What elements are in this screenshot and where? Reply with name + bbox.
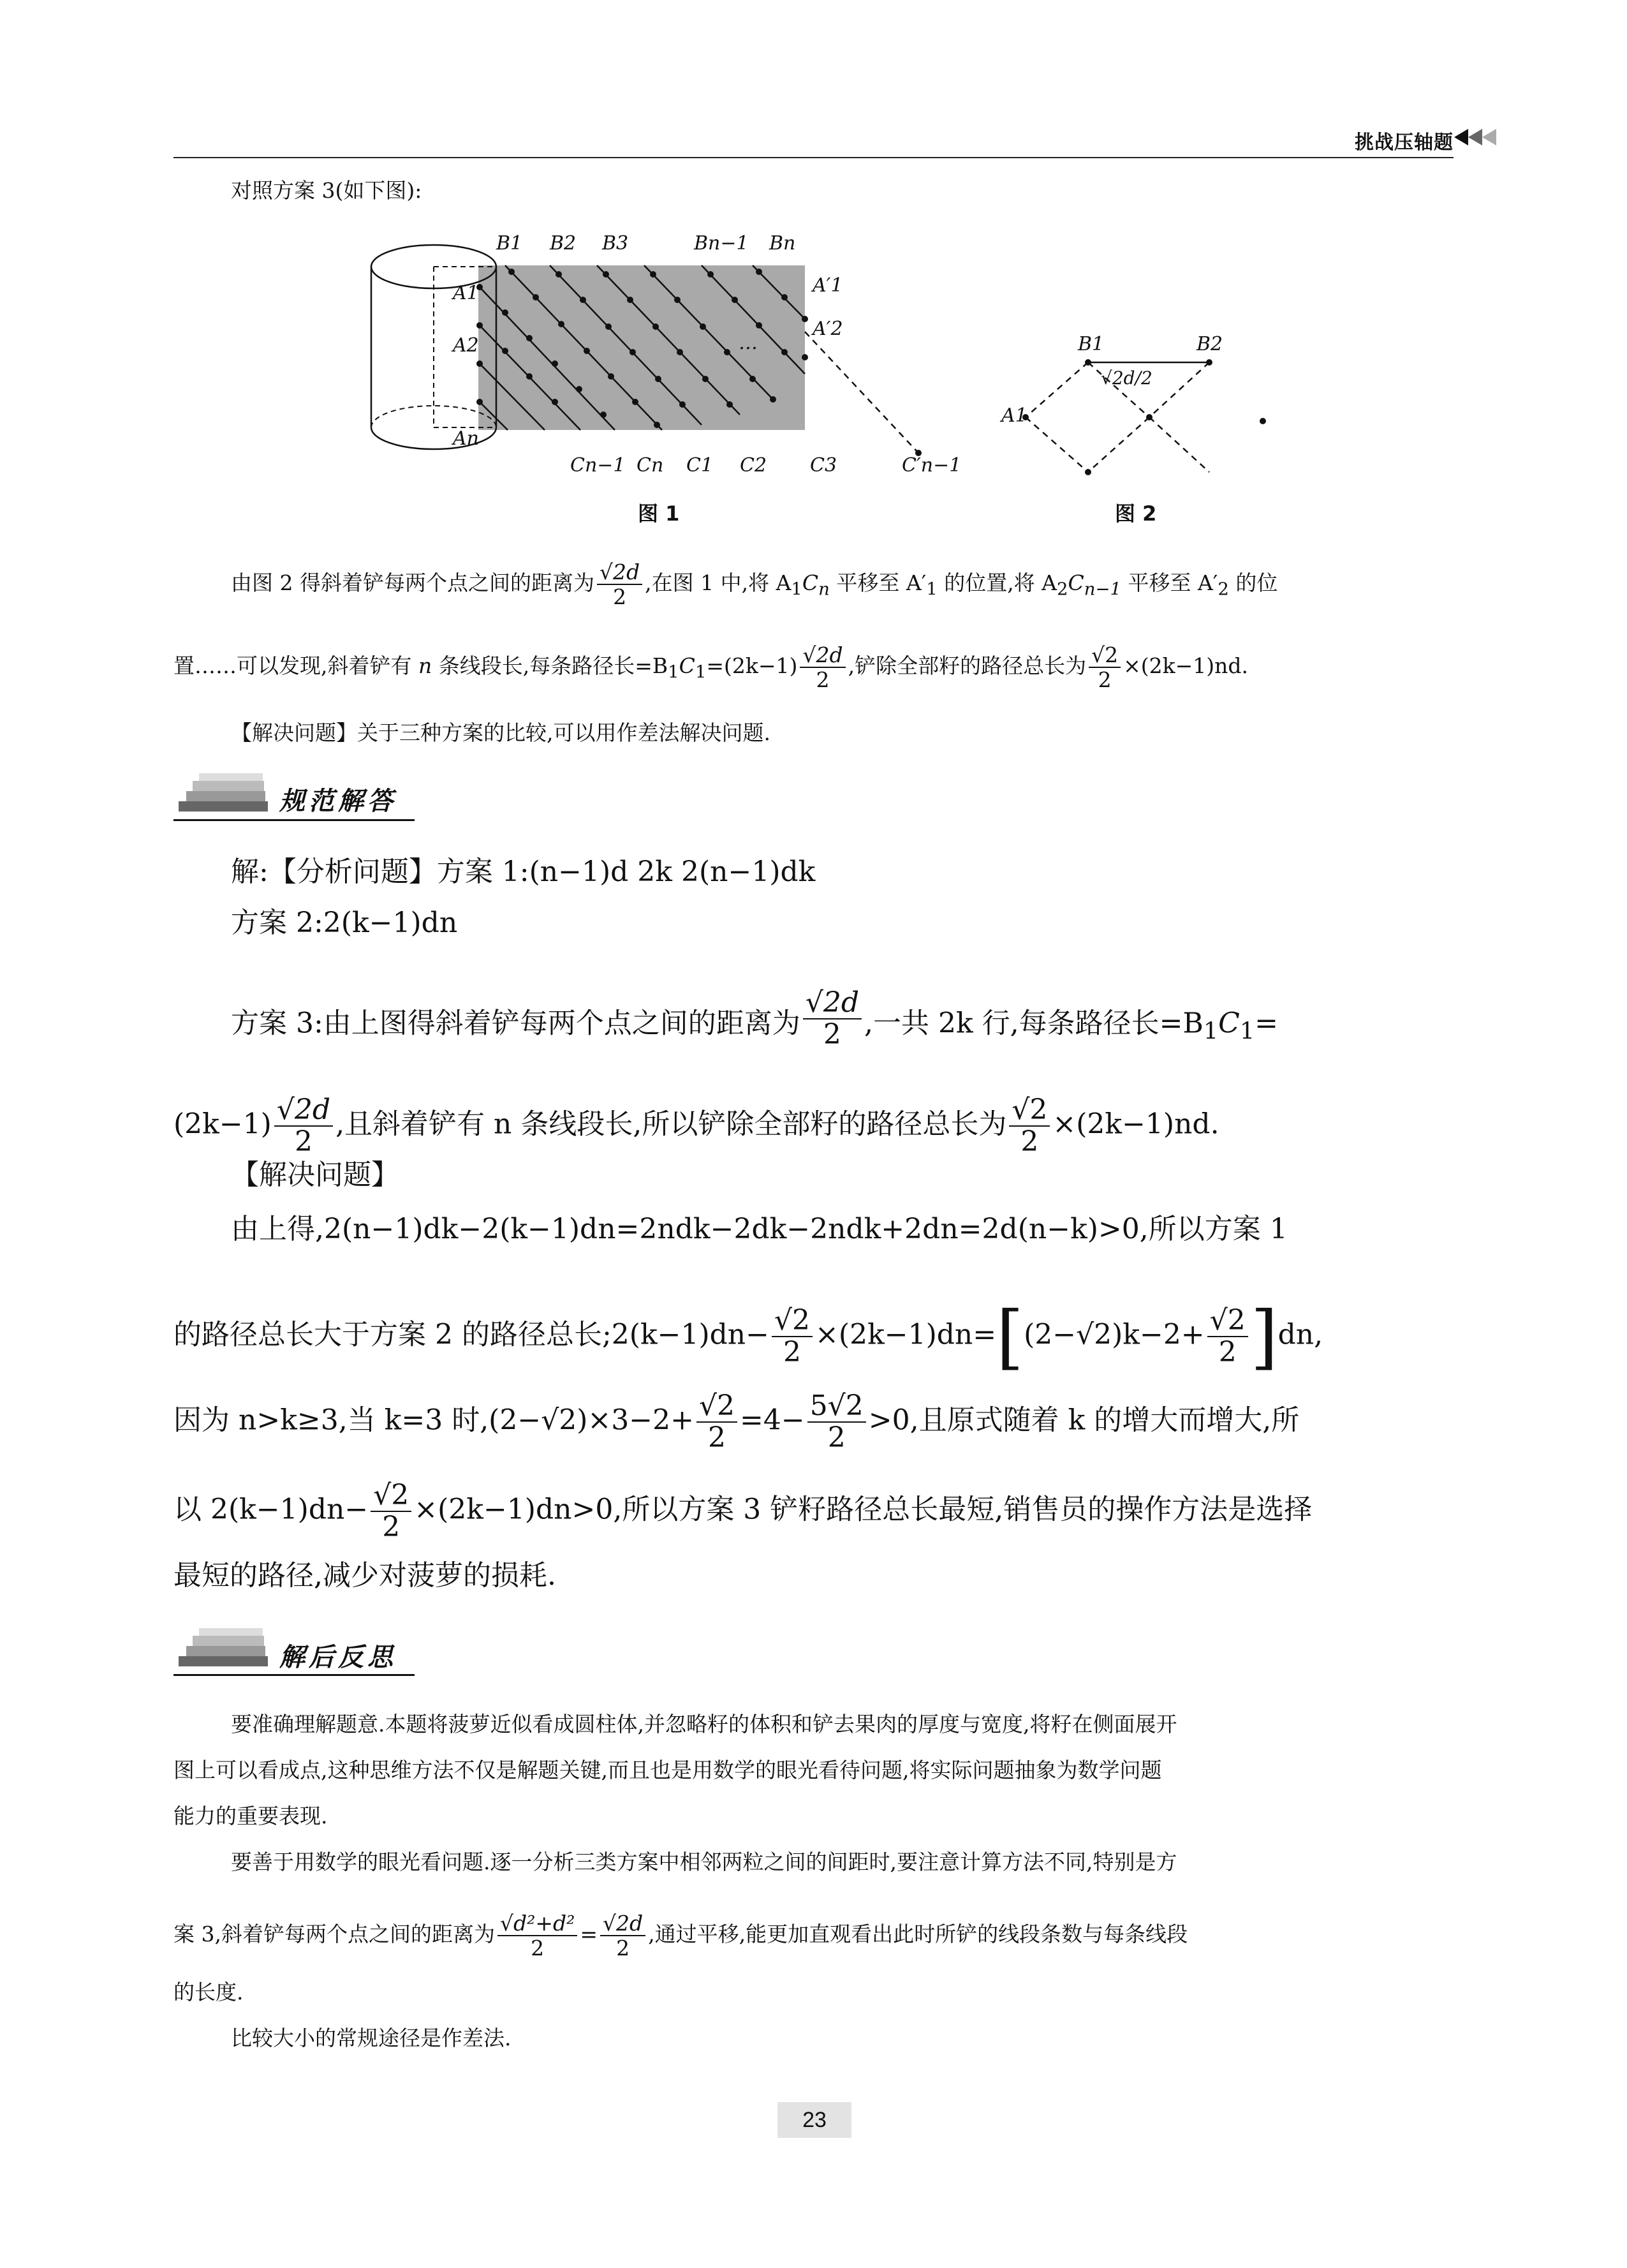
section-reflection-title: 解后反思 bbox=[279, 1643, 397, 1672]
solution-line-3: 方案 3:由上图得斜着铲每两个点之间的距离为 $\frac{√2d}{2}$ ,一共 2k 行,每条路径长$=B_1C_1=$ bbox=[231, 986, 1279, 1051]
reflection-line-4: 要善于用数学的眼光看问题.逐一分析三类方案中相邻两粒之间的间距时,要注意计算方法不同,特别是方 bbox=[231, 1849, 1177, 1874]
section-reflection-underline bbox=[173, 1674, 415, 1676]
running-header-title: 挑战压轴题 bbox=[1355, 131, 1454, 154]
reflection-line-6: 的长度. bbox=[173, 1980, 244, 2005]
label-cn-1-prime: C′n−1 bbox=[902, 454, 962, 477]
label-c2: C2 bbox=[740, 454, 767, 477]
label-a2: A2 bbox=[453, 334, 479, 357]
label-c1: C1 bbox=[686, 454, 714, 477]
label-an: An bbox=[453, 427, 479, 450]
solution-line-6: 由上得,2(n−1)dk−2(k−1)dn=2ndk−2dk−2ndk+2dn=2d(n−k)>0,所以方案 1 bbox=[231, 1213, 1288, 1245]
section-solution-underline bbox=[173, 819, 415, 821]
solution-line-10: 最短的路径,减少对菠萝的损耗. bbox=[173, 1559, 556, 1592]
label-b1: B1 bbox=[496, 232, 523, 255]
label-b3: B3 bbox=[602, 232, 629, 255]
solution-line-7: 的路径总长大于方案 2 的路径总长;2(k−1)dn− $\frac{√2}{2}$ ×(2k−1)dn=[(2−√2)k−2+ $\frac{√2}{2}$ ]dn, bbox=[173, 1296, 1323, 1377]
explain-line-3: 【解决问题】关于三种方案的比较,可以用作差法解决问题. bbox=[231, 720, 770, 745]
label-a1-prime: A′1 bbox=[813, 274, 843, 297]
section-solution-title: 规范解答 bbox=[279, 787, 397, 816]
header-triangles-icon bbox=[1454, 128, 1496, 147]
reflection-line-3: 能力的重要表现. bbox=[173, 1804, 328, 1828]
solution-line-9: 以 2(k−1)dn− $\frac{√2}{2}$ ×(2k−1)dn>0,所以方案 3 铲籽路径总长最短,销售员的操作方法是选择 bbox=[173, 1479, 1313, 1543]
label-c3: C3 bbox=[810, 454, 837, 477]
solution-line-2: 方案 2:2(k−1)dn bbox=[231, 907, 458, 939]
label-a1: A1 bbox=[453, 282, 479, 304]
figure-2-caption: 图 2 bbox=[1115, 501, 1157, 526]
fig2-label-b2: B2 bbox=[1196, 333, 1223, 355]
figure-1-unrolled-cylinder bbox=[344, 223, 1008, 491]
header-rule bbox=[173, 157, 1454, 158]
label-a2-prime: A′2 bbox=[813, 318, 843, 340]
solution-line-5: 【解决问题】 bbox=[231, 1159, 399, 1191]
figure-2-distance-diagram bbox=[995, 332, 1288, 491]
fig2-label-b1: B1 bbox=[1078, 333, 1105, 355]
figure-1-caption: 图 1 bbox=[638, 501, 680, 526]
label-ellipsis: … bbox=[739, 332, 758, 354]
reflection-line-5: 案 3,斜着铲每两个点之间的距离为 $\frac{\text{√d²+d²}}{2}$ = $\frac{√2d}{2}$ ,通过平移,能更加直观看出此时所铲的线段条数与每条线段 bbox=[173, 1911, 1188, 1960]
books-icon bbox=[173, 772, 276, 818]
explain-line-1: 由图 2 得斜着铲每两个点之间的距离为 $\frac{√2d}{2}$ ,在图 1 中,将 $A_1C_n$ 平移至 $A'_1$ 的位置,将 $A_2C_{n-1}$ 平移至 $A'_2$ 的位 bbox=[231, 560, 1278, 609]
fraction-sqrt2d-over-2: $\frac{√2d}{2}$ bbox=[597, 561, 642, 607]
label-bn: Bn bbox=[769, 232, 796, 255]
fig2-label-a1: A1 bbox=[1001, 404, 1027, 427]
label-cn: Cn bbox=[637, 454, 664, 477]
label-cn-1: Cn−1 bbox=[570, 454, 626, 477]
solution-line-1: 解:【分析问题】方案 1:(n−1)d 2k 2(n−1)dk bbox=[231, 856, 816, 888]
label-bn-1: Bn−1 bbox=[694, 232, 749, 255]
page-number: 23 bbox=[777, 2102, 851, 2138]
solution-line-4: (2k−1) $\frac{√2d}{2}$ ,且斜着铲有 n 条线段长,所以铲除全部籽的路径总长为 $\frac{√2}{2}$ ×(2k−1)nd. bbox=[173, 1093, 1219, 1158]
reflection-line-7: 比较大小的常规途径是作差法. bbox=[231, 2026, 512, 2050]
fig2-distance-label: √2d/2 bbox=[1101, 367, 1152, 389]
reflection-line-2: 图上可以看成点,这种思维方法不仅是解题关键,而且也是用数学的眼光看待问题,将实际问题抽象为数学问题 bbox=[173, 1758, 1162, 1783]
solution-line-8: 因为 n>k≥3,当 k=3 时,(2−√2)×3−2+ $\frac{√2}{2}$ =4− $\frac{5√2}{2}$ >0,且原式随着 k 的增大而增大,所 bbox=[173, 1390, 1300, 1454]
intro-compare: 对照方案 3(如下图): bbox=[231, 178, 422, 203]
explain-line-2: 置……可以发现,斜着铲有 n 条线段长,每条路径长$=B_1C_1=(2k-1)$ $\frac{√2d}{2}$ ,铲除全部籽的路径总长为 $\frac{√2}{2}$ ×(2k−1)nd. bbox=[173, 642, 1249, 692]
reflection-line-1: 要准确理解题意.本题将菠萝近似看成圆柱体,并忽略籽的体积和铲去果肉的厚度与宽度,将籽在侧面展开 bbox=[231, 1712, 1177, 1737]
books-icon bbox=[173, 1627, 276, 1673]
label-b2: B2 bbox=[550, 232, 577, 255]
